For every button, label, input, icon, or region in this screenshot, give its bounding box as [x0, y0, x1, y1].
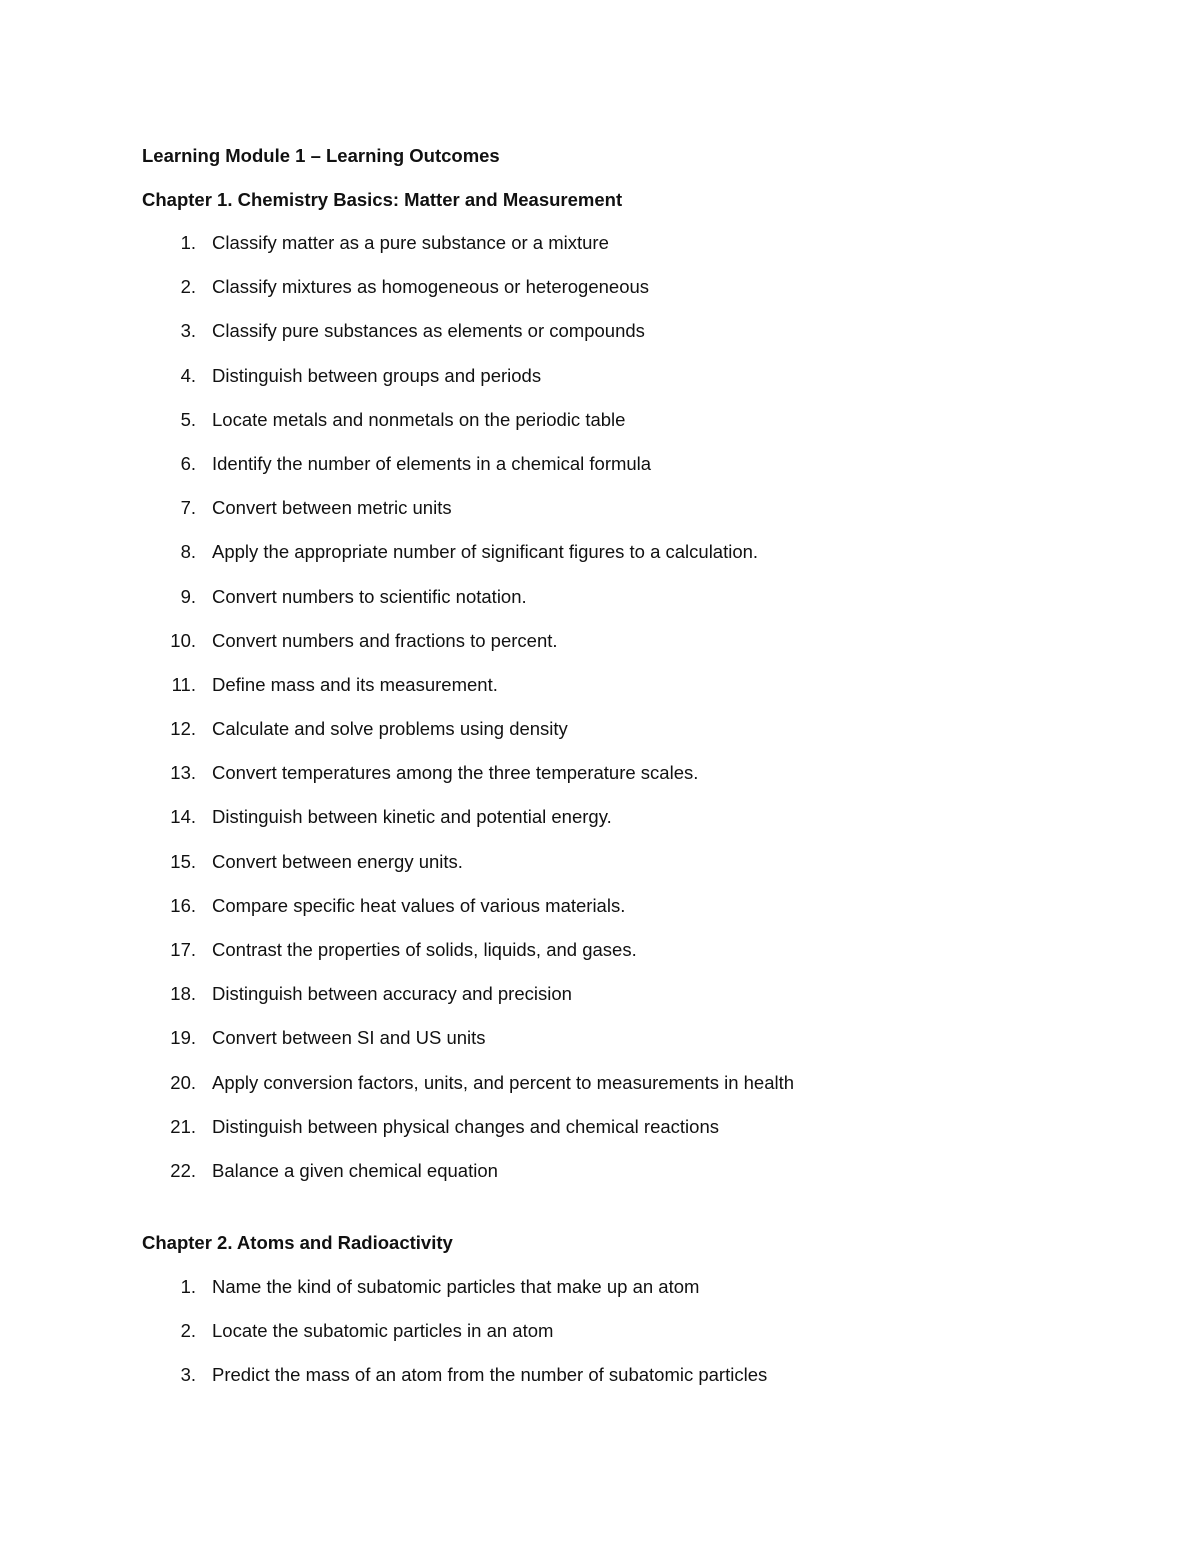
item-text: Distinguish between accuracy and precision [212, 983, 572, 1005]
item-text: Contrast the properties of solids, liquids, and gases. [212, 939, 637, 960]
item-text: Compare specific heat values of various materials. [212, 894, 626, 916]
item-number: 3. [180, 1364, 196, 1386]
item-text: Convert numbers and fractions to percent. [212, 629, 558, 651]
item-text: Convert between energy units. [212, 850, 463, 872]
item-number: 2. [180, 276, 196, 298]
item-text: Identify the number of elements in a chemical formula [212, 452, 652, 474]
item-text: Apply the appropriate number of significant figures to a calculation. [212, 541, 759, 563]
item-number: 7. [180, 497, 196, 519]
item-number: 18. [170, 983, 196, 1005]
item-text: Classify matter as a pure substance or a mixture [212, 232, 609, 253]
item-number: 2. [180, 1320, 196, 1342]
item-number: 5. [180, 408, 196, 430]
item-number: 10. [170, 629, 196, 651]
item-number: 21. [170, 1115, 196, 1137]
item-number: 3. [180, 320, 196, 342]
item-text: Locate metals and nonmetals on the periodic table [212, 408, 626, 430]
item-text: Distinguish between groups and periods [212, 364, 542, 386]
item-number: 17. [170, 939, 196, 960]
item-text: Convert between SI and US units [212, 1027, 486, 1049]
item-text: Classify pure substances as elements or compounds [212, 320, 645, 342]
item-number: 13. [170, 762, 196, 784]
item-number: 9. [180, 585, 196, 607]
item-number: 14. [170, 806, 196, 828]
item-text: Calculate and solve problems using density [212, 718, 568, 740]
item-number: 4. [180, 364, 196, 386]
item-number: 1. [180, 232, 196, 253]
item-text: Convert numbers to scientific notation. [212, 585, 527, 607]
item-text: Predict the mass of an atom from the number of subatomic particles [212, 1364, 768, 1386]
item-number: 15. [170, 850, 196, 872]
item-text: Balance a given chemical equation [212, 1159, 498, 1181]
item-number: 8. [180, 541, 196, 563]
item-text: Convert between metric units [212, 497, 452, 519]
item-text: Distinguish between kinetic and potential energy. [212, 806, 612, 828]
item-number: 6. [180, 452, 196, 474]
chapter-2-heading: Chapter 2. Atoms and Radioactivity [142, 1232, 453, 1253]
item-text: Classify mixtures as homogeneous or heterogeneous [212, 276, 650, 298]
chapter-1-heading: Chapter 1. Chemistry Basics: Matter and Measurement [142, 189, 623, 210]
item-text: Convert temperatures among the three temperature scales. [212, 762, 699, 784]
item-text: Apply conversion factors, units, and percent to measurements in health [212, 1071, 795, 1093]
page-title: Learning Module 1 – Learning Outcomes [142, 145, 500, 166]
item-number: 22. [170, 1159, 196, 1181]
item-number: 20. [170, 1071, 196, 1093]
item-text: Distinguish between physical changes and chemical reactions [212, 1115, 719, 1137]
item-text: Locate the subatomic particles in an atom [212, 1320, 554, 1342]
item-text: Name the kind of subatomic particles that make up an atom [212, 1276, 700, 1297]
item-number: 19. [170, 1027, 196, 1049]
item-number: 1. [180, 1276, 196, 1297]
item-number: 11. [171, 673, 196, 695]
item-number: 12. [170, 718, 196, 740]
item-text: Define mass and its measurement. [212, 673, 498, 695]
item-number: 16. [170, 894, 196, 916]
